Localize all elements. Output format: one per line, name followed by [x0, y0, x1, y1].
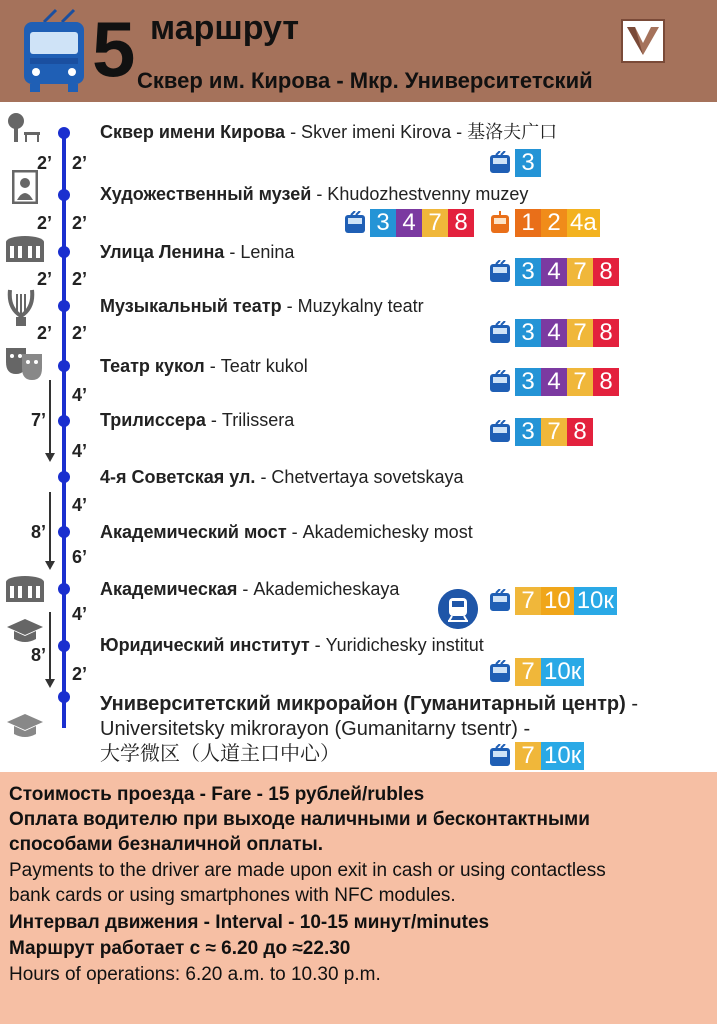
stop-dot	[58, 246, 70, 258]
stop-name: Улица Ленина - Lenina	[100, 242, 295, 262]
route-number: 5	[92, 5, 136, 93]
route-label: маршрут	[150, 9, 300, 47]
operating-hours-en: Hours of operations: 6.20 a.m. to 10.30 p.m.	[9, 964, 381, 985]
lyre-icon	[6, 286, 36, 328]
route-badge: 3	[515, 319, 541, 347]
trolleybus-icon	[344, 211, 366, 235]
stop-name: Художественный музей - Khudozhestvenny muzey	[100, 184, 529, 204]
route-badge: 1	[515, 209, 541, 237]
transfer-routes	[489, 418, 593, 446]
stop-name-chinese: 大学微区（人道主口中心）	[100, 743, 340, 765]
trolleybus-icon	[489, 589, 511, 613]
stop-name: Академический мост - Akademichesky most	[100, 522, 473, 542]
travel-time: 2’	[72, 269, 88, 289]
transfer-routes	[489, 742, 584, 770]
stop-dot	[58, 189, 70, 201]
travel-time: 6’	[72, 547, 88, 567]
travel-time: 2’	[37, 153, 53, 173]
route-badge: 3	[515, 258, 541, 286]
payment-info-en: Payments to the driver are made upon exit in cash or using contactless	[9, 860, 606, 881]
route-badge: 10	[541, 587, 574, 615]
trolleybus-icon	[489, 370, 511, 394]
stop-name: Театр кукол - Teatr kukol	[100, 356, 308, 376]
route-badge: 7	[567, 319, 593, 347]
route-badge: 3	[515, 418, 541, 446]
route-badge: 3	[515, 368, 541, 396]
trolleybus-icon	[489, 420, 511, 444]
travel-time: 2’	[37, 213, 53, 233]
stop-name: Сквер имени Кирова - Skver imeni Kirova - 基洛夫广口	[100, 122, 558, 142]
stop-name: 4-я Советская ул. - Chetvertaya sovetskaya	[100, 467, 464, 487]
route-badge: 7	[515, 742, 541, 770]
trolleybus-icon	[489, 321, 511, 345]
portrait-icon	[12, 170, 38, 204]
transfer-routes	[489, 209, 600, 237]
route-badge: 7	[567, 368, 593, 396]
travel-time: 2’	[72, 323, 88, 343]
route-badge: 4	[541, 368, 567, 396]
travel-time: 4’	[72, 495, 88, 515]
trolleybus-icon	[489, 660, 511, 684]
trolleybus-icon	[489, 744, 511, 768]
route-badge: 8	[593, 368, 619, 396]
travel-time: 2’	[37, 323, 53, 343]
travel-time-total: 8’	[31, 645, 47, 665]
route-badge: 7	[515, 658, 541, 686]
route-badge: 3	[515, 149, 541, 177]
route-badge: 7	[422, 209, 448, 237]
interval-info: Интервал движения - Interval - 10-15 минут/minutes	[9, 912, 490, 933]
route-badge: 8	[448, 209, 474, 237]
stop-name: Академическая - Akademicheskaya	[100, 579, 400, 599]
travel-time-total: 8’	[31, 522, 47, 542]
transfer-routes	[489, 319, 619, 347]
travel-time: 4’	[72, 604, 88, 624]
stop-dot	[58, 526, 70, 538]
route-badge: 7	[567, 258, 593, 286]
payment-info-en-cont: bank cards or using smartphones with NFC modules.	[9, 885, 456, 906]
fare-price: Стоимость проезда - Fare - 15 рублей/rubles	[9, 784, 425, 805]
stop-dot	[58, 360, 70, 372]
travel-time: 4’	[72, 441, 88, 461]
route-badge: 3	[370, 209, 396, 237]
train-station-icon	[438, 589, 478, 629]
route-badge: 8	[593, 319, 619, 347]
down-arrow-icon	[49, 492, 51, 568]
stop-dot	[58, 471, 70, 483]
trolleybus-icon	[22, 8, 86, 94]
transport-logo-icon	[621, 19, 665, 63]
stop-dot	[58, 691, 70, 703]
transfer-routes	[344, 209, 474, 237]
stop-name: Трилиссера - Trilissera	[100, 410, 295, 430]
route-badge: 2	[541, 209, 567, 237]
travel-time: 2’	[72, 153, 88, 173]
trolleybus-icon	[489, 151, 511, 175]
stop-dot	[58, 415, 70, 427]
route-badge: 4а	[567, 209, 600, 237]
down-arrow-icon	[49, 612, 51, 686]
transfer-routes	[489, 368, 619, 396]
route-badge: 7	[515, 587, 541, 615]
stop-name-latin: Universitetsky mikrorayon (Gumanitarny tsentr) -	[100, 718, 531, 740]
payment-info-ru: Оплата водителю при выходе наличными и бесконтактными	[9, 809, 590, 830]
route-badge: 10к	[541, 742, 584, 770]
stop-name: Университетский микрорайон (Гуманитарный центр) -	[100, 693, 638, 715]
travel-time: 4’	[72, 385, 88, 405]
travel-time: 2’	[72, 664, 88, 684]
trolleybus-icon	[489, 260, 511, 284]
theatre-masks-icon	[4, 344, 44, 384]
route-badge: 10к	[541, 658, 584, 686]
payment-info-ru-cont: способами безналичной оплаты.	[9, 834, 324, 855]
operating-hours-ru: Маршрут работает с ≈ 6.20 до ≈22.30	[9, 938, 351, 959]
tram-icon	[489, 211, 511, 235]
stop-name: Юридический институт - Yuridichesky institut	[100, 635, 484, 655]
stadium-icon	[4, 233, 46, 267]
transfer-routes	[489, 587, 617, 615]
transfer-routes	[489, 658, 584, 686]
route-badge: 10к	[574, 587, 617, 615]
stadium-icon	[4, 573, 46, 607]
travel-time: 2’	[72, 213, 88, 233]
route-badge: 4	[396, 209, 422, 237]
route-direction: Сквер им. Кирова - Мкр. Университетский	[137, 68, 593, 93]
graduation-cap-icon	[6, 617, 44, 647]
route-badge: 7	[541, 418, 567, 446]
stop-dot	[58, 300, 70, 312]
route-line	[62, 130, 66, 728]
travel-time-total: 7’	[31, 410, 47, 430]
route-badge: 8	[567, 418, 593, 446]
route-badge: 4	[541, 319, 567, 347]
park-icon	[4, 112, 44, 144]
route-badge: 8	[593, 258, 619, 286]
transfer-routes	[489, 258, 619, 286]
route-badge: 4	[541, 258, 567, 286]
stop-dot	[58, 127, 70, 139]
travel-time: 2’	[37, 269, 53, 289]
fare-info	[0, 772, 717, 1024]
down-arrow-icon	[49, 380, 51, 460]
graduation-cap-icon	[6, 712, 44, 742]
transfer-routes	[489, 149, 541, 177]
stop-name: Музыкальный театр - Muzykalny teatr	[100, 296, 424, 316]
route-header	[0, 0, 717, 102]
stop-dot	[58, 640, 70, 652]
stop-dot	[58, 583, 70, 595]
